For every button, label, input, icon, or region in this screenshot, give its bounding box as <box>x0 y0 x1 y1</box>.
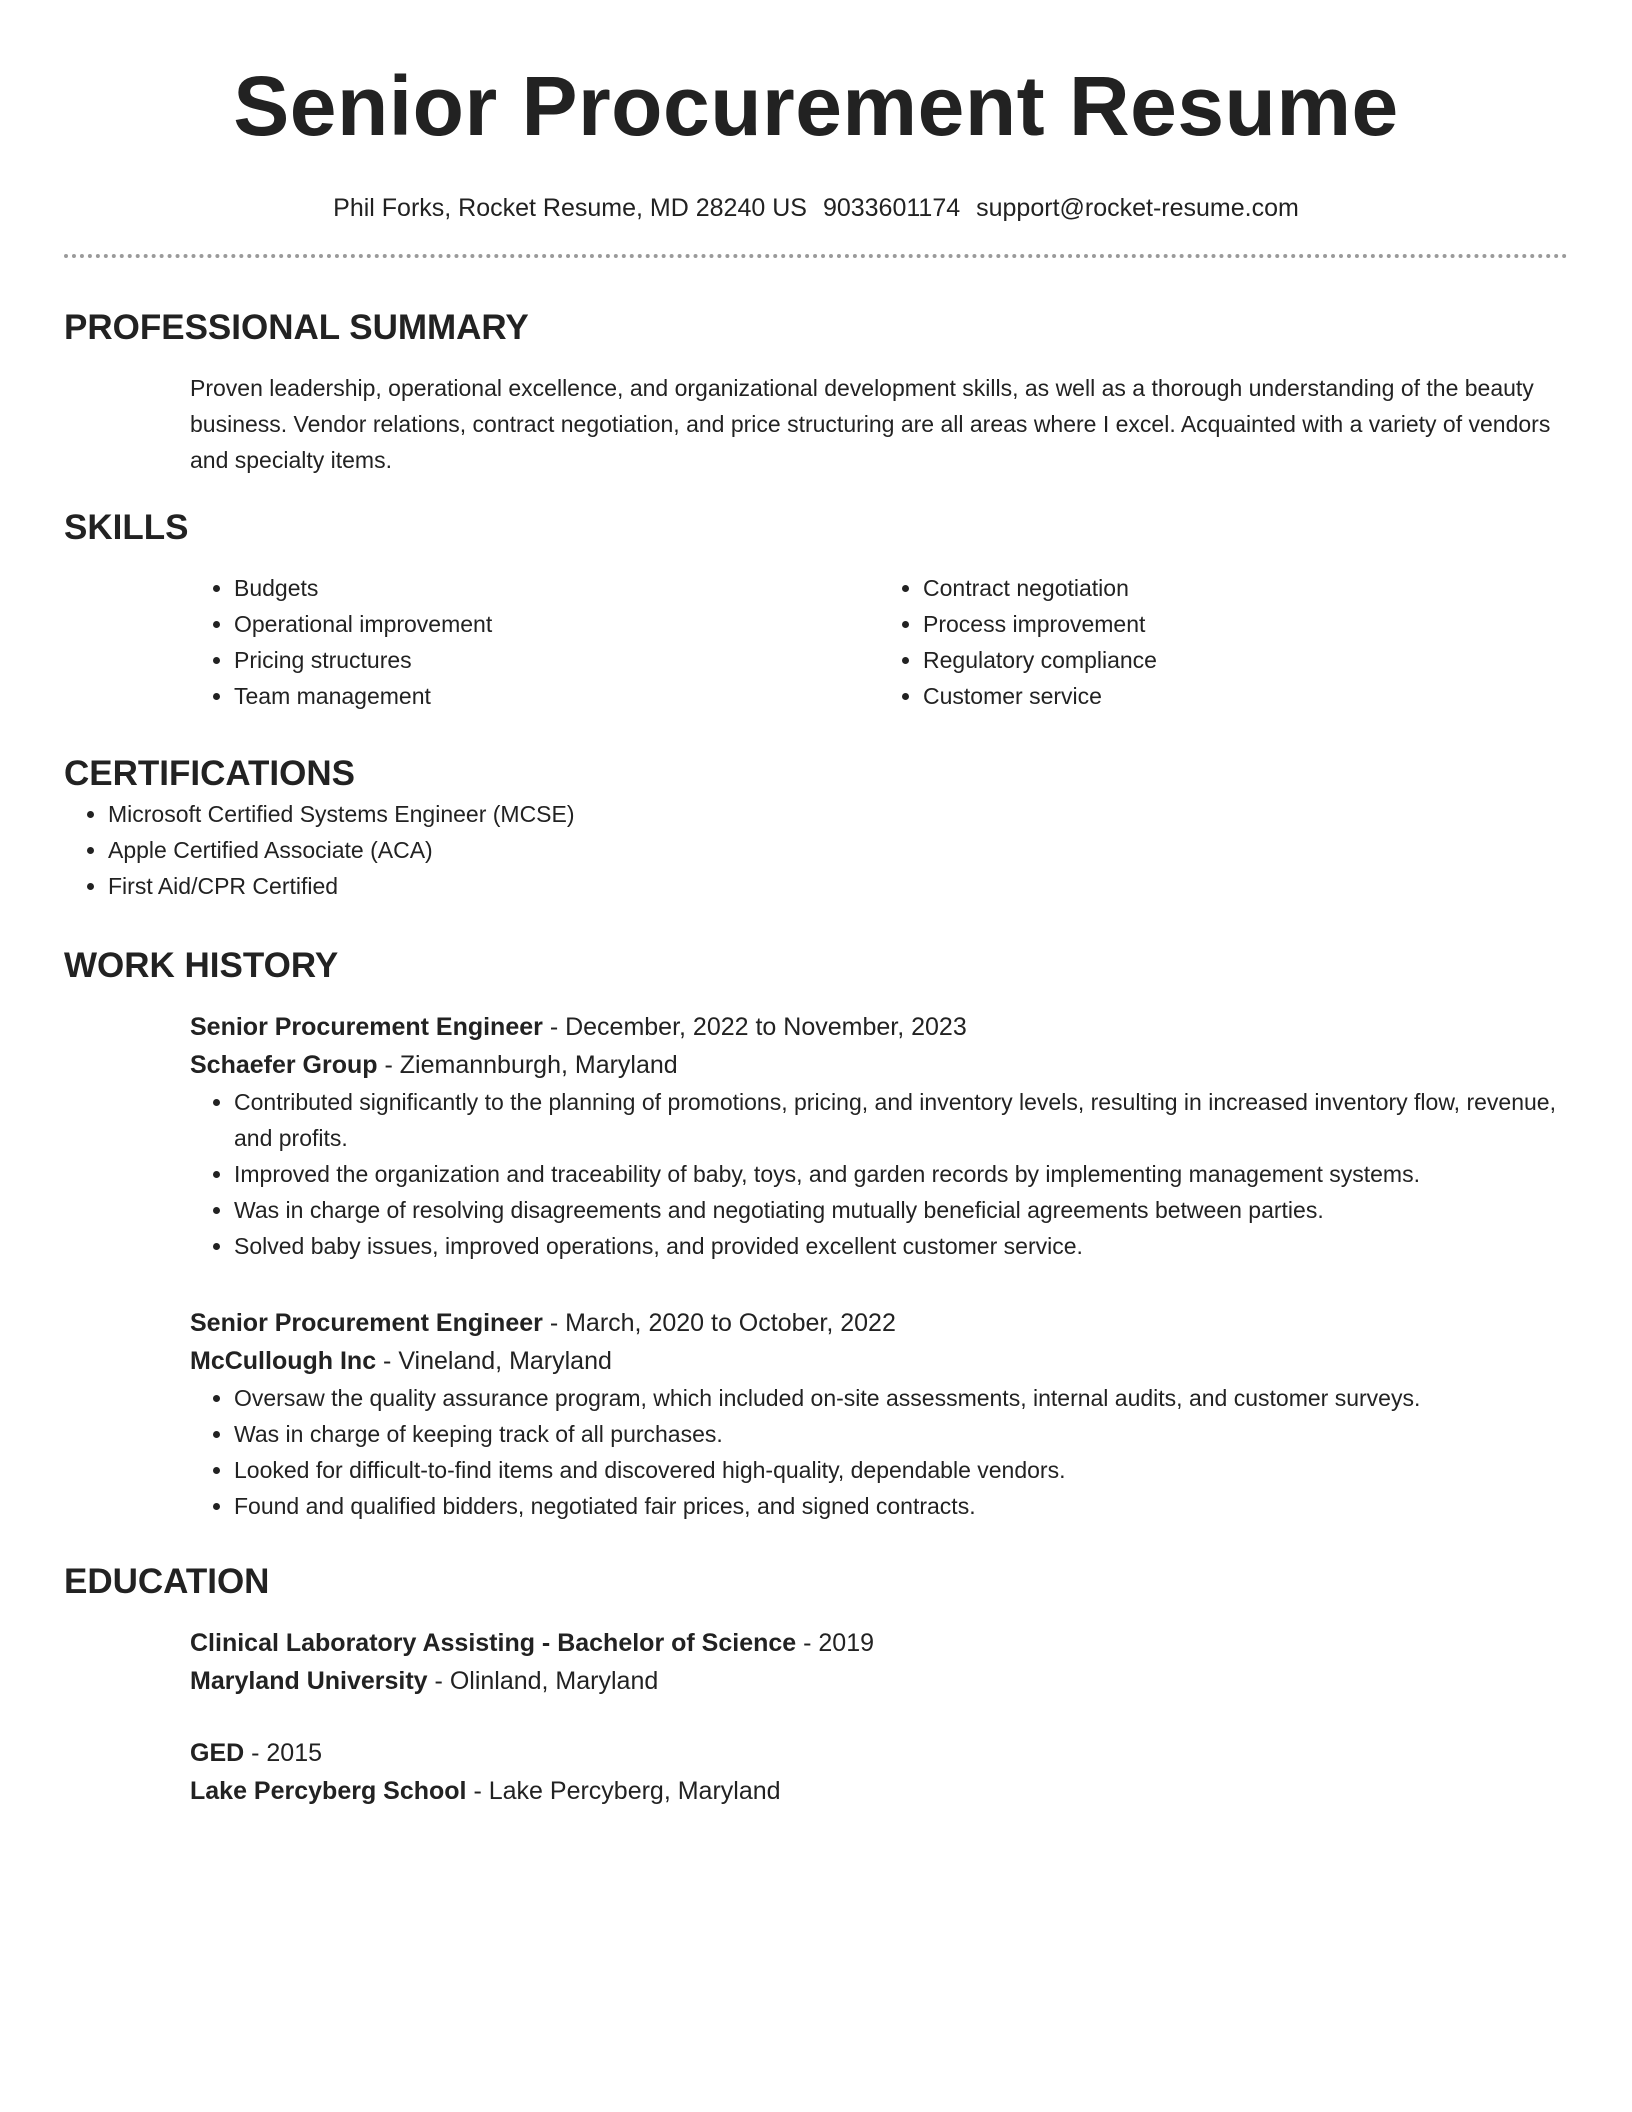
skills-right-list <box>879 570 1568 714</box>
job-title-line <box>190 1008 1568 1046</box>
job-title: Senior Procurement Engineer <box>190 1013 543 1041</box>
job-entry <box>190 1008 1568 1264</box>
certification-item: • Apple Certified Associate (ACA) <box>108 832 1568 868</box>
work-history-heading: WORK HISTORY <box>64 946 339 985</box>
education-location: Olinland, Maryland <box>449 1667 659 1695</box>
contact-phone: 9033601174 <box>822 194 961 222</box>
separator: - <box>466 1777 489 1805</box>
contact-email: support@rocket-resume.com <box>976 194 1299 222</box>
job-bullet: • Contributed significantly to the planning of promotions, pricing, and inventory levels, resulting in increased inventory flow, revenue, and profits. <box>234 1084 1568 1156</box>
education-school-line <box>190 1772 1568 1810</box>
education-section <box>64 1560 1568 1810</box>
job-company-line <box>190 1046 1568 1084</box>
education-heading: EDUCATION <box>64 1562 270 1601</box>
education-school-line <box>190 1662 1568 1700</box>
education-degree: Clinical Laboratory Assisting - Bachelor of Science <box>190 1629 797 1657</box>
contact-line <box>64 192 1568 224</box>
contact-address: Phil Forks, Rocket Resume, MD 28240 US <box>333 194 807 222</box>
job-location: Ziemannburgh, Maryland <box>399 1051 678 1079</box>
education-degree-line <box>190 1624 1568 1662</box>
job-company-line <box>190 1342 1568 1380</box>
education-school: Lake Percyberg School <box>190 1777 467 1805</box>
job-bullet: • Was in charge of resolving disagreements and negotiating mutually beneficial agreements between parties. <box>234 1192 1568 1228</box>
separator: - <box>244 1739 267 1767</box>
education-entry <box>190 1624 1568 1700</box>
skill-item: • Contract negotiation <box>923 570 1568 606</box>
skill-item: • Budgets <box>234 570 879 606</box>
education-degree-line <box>190 1734 1568 1772</box>
skills-left-list <box>190 570 879 714</box>
job-bullets <box>190 1380 1568 1524</box>
header-divider <box>64 254 1568 258</box>
job-title: Senior Procurement Engineer <box>190 1309 543 1337</box>
skill-item: • Regulatory compliance <box>923 642 1568 678</box>
certifications-list <box>64 796 1568 904</box>
separator: - <box>796 1629 819 1657</box>
summary-text: Proven leadership, operational excellence, and organizational development skills, as well as a thorough understanding of the beauty business. Vendor relations, contract negotiation, and price structuring are all areas where I excel. Acquainted with a variety of vendors and specialty items. <box>190 375 1551 473</box>
education-degree: GED <box>190 1739 245 1767</box>
certification-item: • Microsoft Certified Systems Engineer (MCSE) <box>108 796 1568 832</box>
skill-item: • Customer service <box>923 678 1568 714</box>
job-dates: December, 2022 to November, 2023 <box>565 1013 967 1041</box>
education-location: Lake Percyberg, Maryland <box>488 1777 781 1805</box>
skill-item: • Pricing structures <box>234 642 879 678</box>
job-bullet: • Improved the organization and traceability of baby, toys, and garden records by implementing management systems. <box>234 1156 1568 1192</box>
job-bullet: • Was in charge of keeping track of all purchases. <box>234 1416 1568 1452</box>
job-title-line <box>190 1304 1568 1342</box>
skills-grid <box>190 570 1568 714</box>
separator: - <box>427 1667 450 1695</box>
certifications-section <box>64 752 1568 904</box>
separator: - <box>542 1309 566 1337</box>
job-location: Vineland, Maryland <box>398 1347 612 1375</box>
job-company: Schaefer Group <box>190 1051 378 1079</box>
separator: - <box>376 1347 399 1375</box>
summary-section <box>64 306 1568 478</box>
education-year: 2015 <box>266 1739 323 1767</box>
education-school: Maryland University <box>190 1667 428 1695</box>
skills-heading: SKILLS <box>64 508 189 547</box>
job-bullet: • Looked for difficult-to-find items and discovered high-quality, dependable vendors. <box>234 1452 1568 1488</box>
job-bullet: • Oversaw the quality assurance program, which included on-site assessments, internal audits, and customer surveys. <box>234 1380 1568 1416</box>
certifications-heading: CERTIFICATIONS <box>64 754 356 793</box>
resume-title: Senior Procurement Resume <box>233 59 1399 153</box>
skills-section <box>64 506 1568 714</box>
skill-item: • Team management <box>234 678 879 714</box>
work-history-section <box>64 944 1568 1524</box>
education-entry <box>190 1734 1568 1810</box>
summary-heading: PROFESSIONAL SUMMARY <box>64 308 529 347</box>
job-bullets <box>190 1084 1568 1264</box>
education-year: 2019 <box>818 1629 875 1657</box>
job-bullet: • Solved baby issues, improved operations, and provided excellent customer service. <box>234 1228 1568 1264</box>
separator: - <box>377 1051 400 1079</box>
job-company: McCullough Inc <box>190 1347 377 1375</box>
job-bullet: • Found and qualified bidders, negotiated fair prices, and signed contracts. <box>234 1488 1568 1524</box>
job-dates: March, 2020 to October, 2022 <box>565 1309 896 1337</box>
certification-item: • First Aid/CPR Certified <box>108 868 1568 904</box>
separator: - <box>542 1013 566 1041</box>
skill-item: • Process improvement <box>923 606 1568 642</box>
job-entry <box>190 1304 1568 1524</box>
skill-item: • Operational improvement <box>234 606 879 642</box>
